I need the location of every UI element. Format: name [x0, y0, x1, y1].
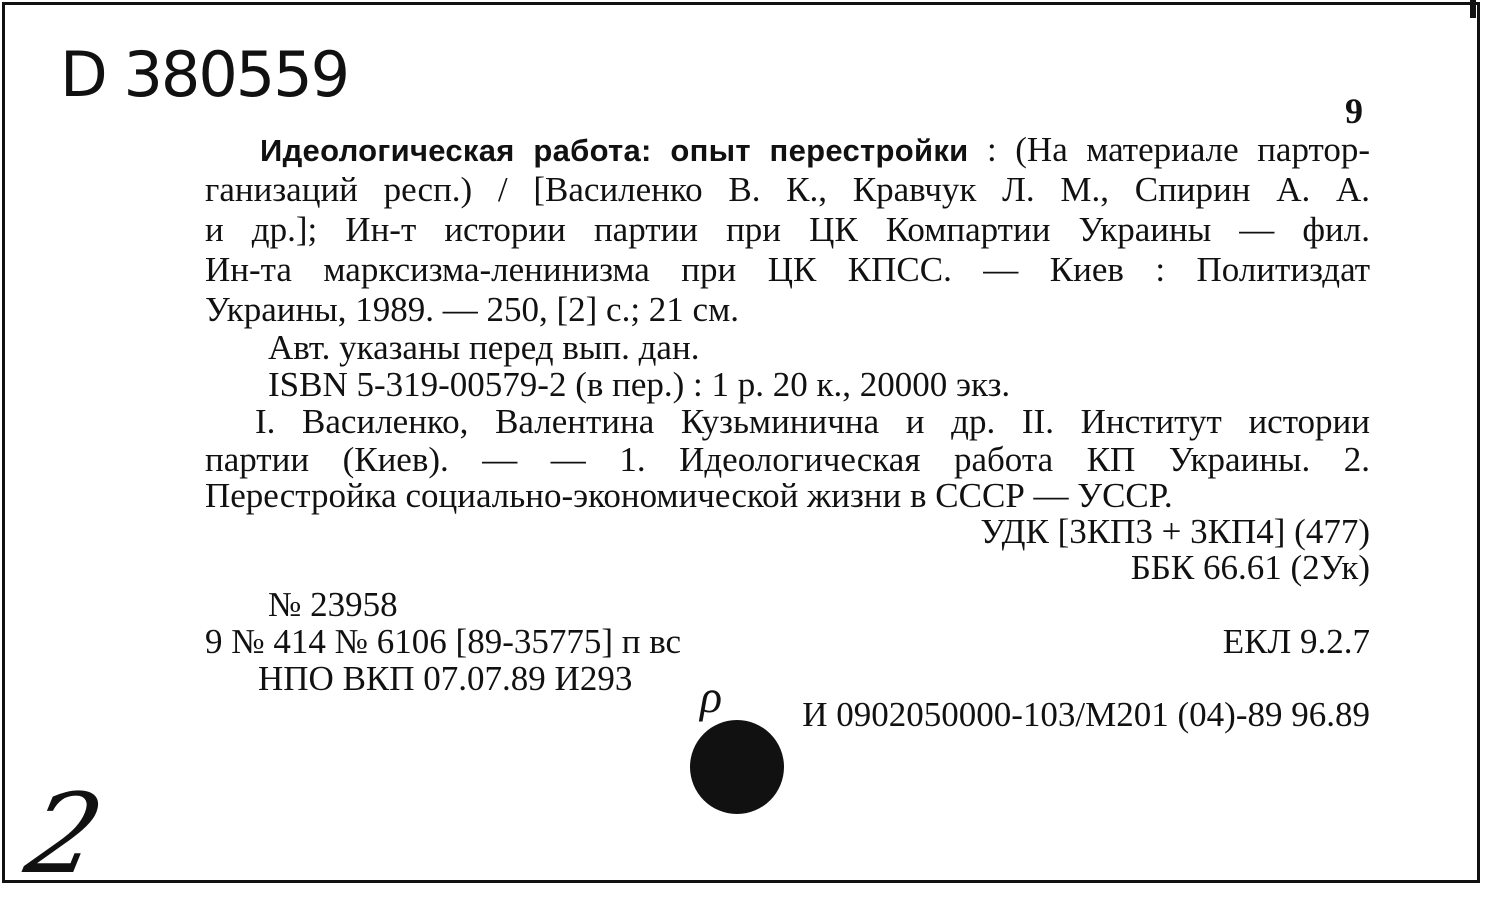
- handwritten-digit: 2: [16, 770, 114, 898]
- description-line-2: ганизаций респ.) / [Василенко В. К., Кравчук Л. М., Спирин А. А.: [205, 170, 1370, 209]
- page-number: 9: [1345, 91, 1363, 131]
- card-number: № 23958: [268, 585, 398, 624]
- call-number: D 380559: [60, 38, 349, 111]
- description-line-3: и др.]; Ин-т истории партии при ЦК Компартии Украины — фил.: [205, 210, 1370, 249]
- title-rest: : (На материале партор-: [968, 130, 1370, 169]
- udc-code: УДК [3КП3 + 3КП4] (477): [980, 512, 1370, 551]
- tracing-line-2: партии (Киев). — — 1. Идеологическая работа КП Украины. 2.: [205, 440, 1370, 479]
- punch-hole-dot: [690, 720, 784, 814]
- npo-line: НПО ВКП 07.07.89 И293: [258, 659, 633, 698]
- tracing-line-1: I. Василенко, Валентина Кузьминична и др. II. Институт истории: [255, 402, 1370, 441]
- tracing-line-3: Перестройка социально-экономической жизни в СССР — УССР.: [205, 476, 1173, 515]
- ekl-code: ЕКЛ 9.2.7: [1222, 622, 1370, 661]
- description-line-5: Украины, 1989. — 250, [2] с.; 21 см.: [205, 290, 739, 329]
- bbk-code: ББК 66.61 (2Ук): [1130, 548, 1370, 587]
- description-line-4: Ин-та марксизма-ленинизма при ЦК КПСС. — Киев : Политиздат: [205, 250, 1370, 289]
- title-bold: Идеологическая работа: опыт перестройки: [260, 133, 969, 168]
- order-line: 9 № 414 № 6106 [89-35775] п вс: [205, 622, 682, 661]
- note-authors: Авт. указаны перед вып. дан.: [268, 328, 700, 367]
- note-isbn: ISBN 5-319-00579-2 (в пер.) : 1 р. 20 к., 20000 экз.: [268, 365, 1011, 404]
- card-edge-mark: [1470, 0, 1476, 18]
- title-line: [260, 130, 1370, 171]
- handwritten-mark: ρ: [700, 671, 723, 722]
- index-line: И 0902050000-103/М201 (04)-89 96.89: [802, 695, 1370, 734]
